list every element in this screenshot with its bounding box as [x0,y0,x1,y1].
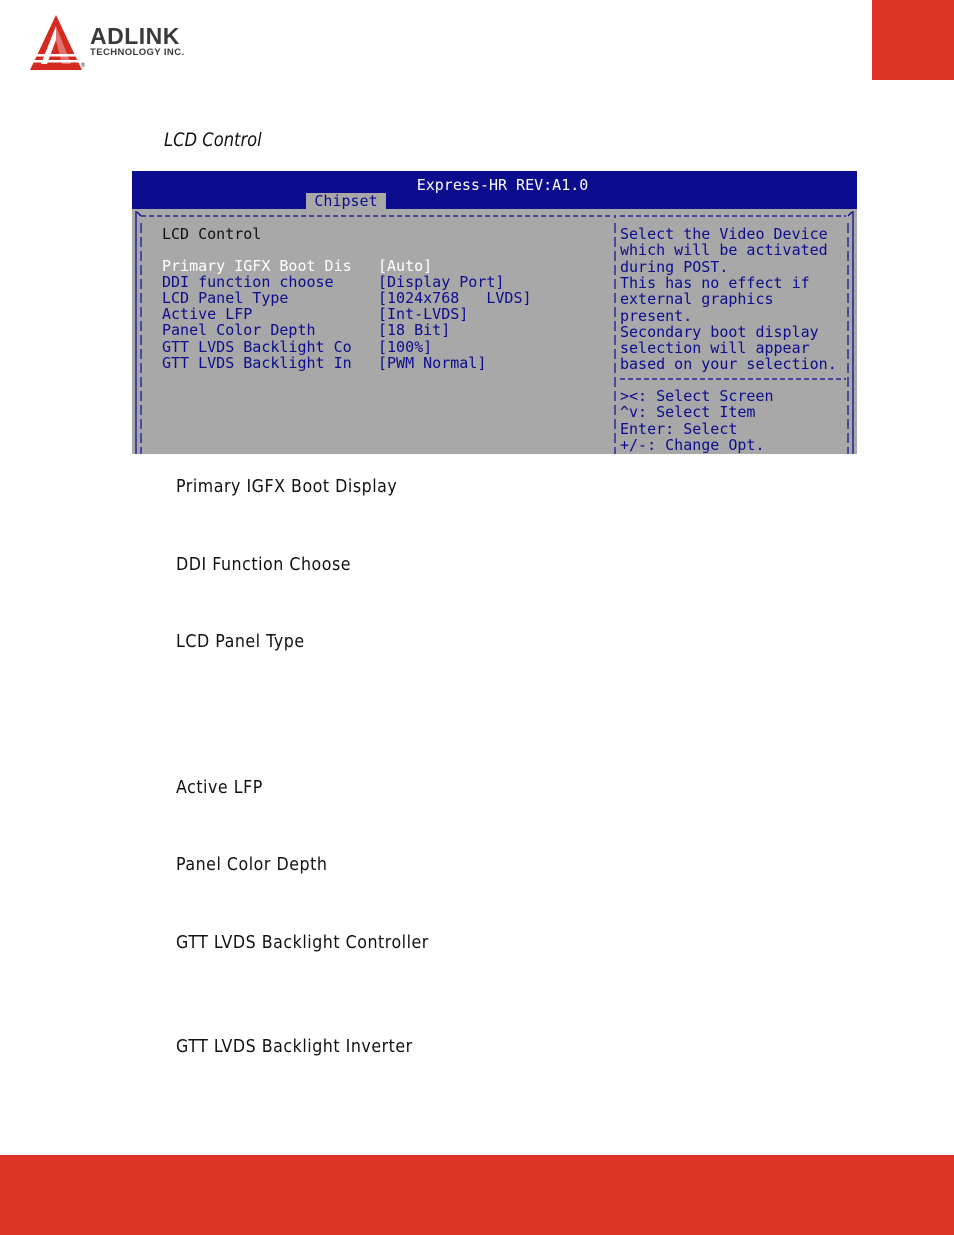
help-line: based on your selection. [620,355,837,374]
bios-row-value[interactable]: [PWM Normal] [378,354,487,372]
help-line: selection will appear [620,339,810,358]
help-line: Secondary boot display [620,322,819,341]
bios-title: Express-HR REV:A1.0 [416,176,589,194]
bios-row-value[interactable]: [1024x768 LVDS] [378,289,532,307]
bios-panel-heading: LCD Control [162,225,262,243]
key-legend-line: ^v: Select Item [620,403,756,422]
bios-row-label[interactable]: DDI function choose [162,273,334,291]
bios-row-label[interactable]: LCD Panel Type [162,289,289,307]
brand-name: ADLINK [90,23,180,49]
bios-row-label[interactable]: GTT LVDS Backlight Co [162,338,352,356]
help-line: which will be activated [620,241,828,260]
adlink-logo [28,14,218,74]
bios-row-value[interactable]: [Auto] [378,257,433,275]
brand-tagline: TECHNOLOGY INC. [90,47,185,58]
bios-row-value[interactable]: [18 Bit] [378,321,451,339]
setting-heading: DDI Function Choose [176,554,352,575]
help-line: during POST. [620,257,729,276]
help-line: present. [620,306,693,325]
help-line: Select the Video Device [620,225,828,243]
registered-mark: ® [80,62,86,69]
bios-row-label[interactable]: Active LFP [162,305,253,323]
help-line: This has no effect if [620,273,810,292]
logo-triangle-icon [28,14,88,74]
bios-screenshot [132,171,857,454]
bios-row-value[interactable]: [100%] [378,338,433,356]
bios-row-value[interactable]: [Display Port] [378,273,505,291]
key-legend-line: +/-: Change Opt. [620,435,765,454]
setting-heading: GTT LVDS Backlight Inverter [176,1036,413,1057]
bios-row-value[interactable]: [Int-LVDS] [378,305,469,323]
help-line: external graphics [620,290,774,309]
section-title: LCD Control [164,129,262,151]
setting-heading: LCD Panel Type [176,631,305,652]
key-legend-line: Enter: Select [620,419,738,438]
setting-heading: Panel Color Depth [176,854,328,875]
setting-heading: Primary IGFX Boot Display [176,476,398,497]
bios-row-label[interactable]: Primary IGFX Boot Dis [162,257,352,275]
setting-heading: GTT LVDS Backlight Controller [176,932,429,953]
corner-tab [872,0,954,80]
footer-band [0,1155,954,1235]
key-legend-line: ><: Select Screen [620,387,774,405]
setting-heading: Active LFP [176,777,263,798]
bios-row-label[interactable]: GTT LVDS Backlight In [162,354,352,372]
tab-chipset[interactable]: Chipset [306,193,386,210]
bios-row-label[interactable]: Panel Color Depth [162,321,316,339]
